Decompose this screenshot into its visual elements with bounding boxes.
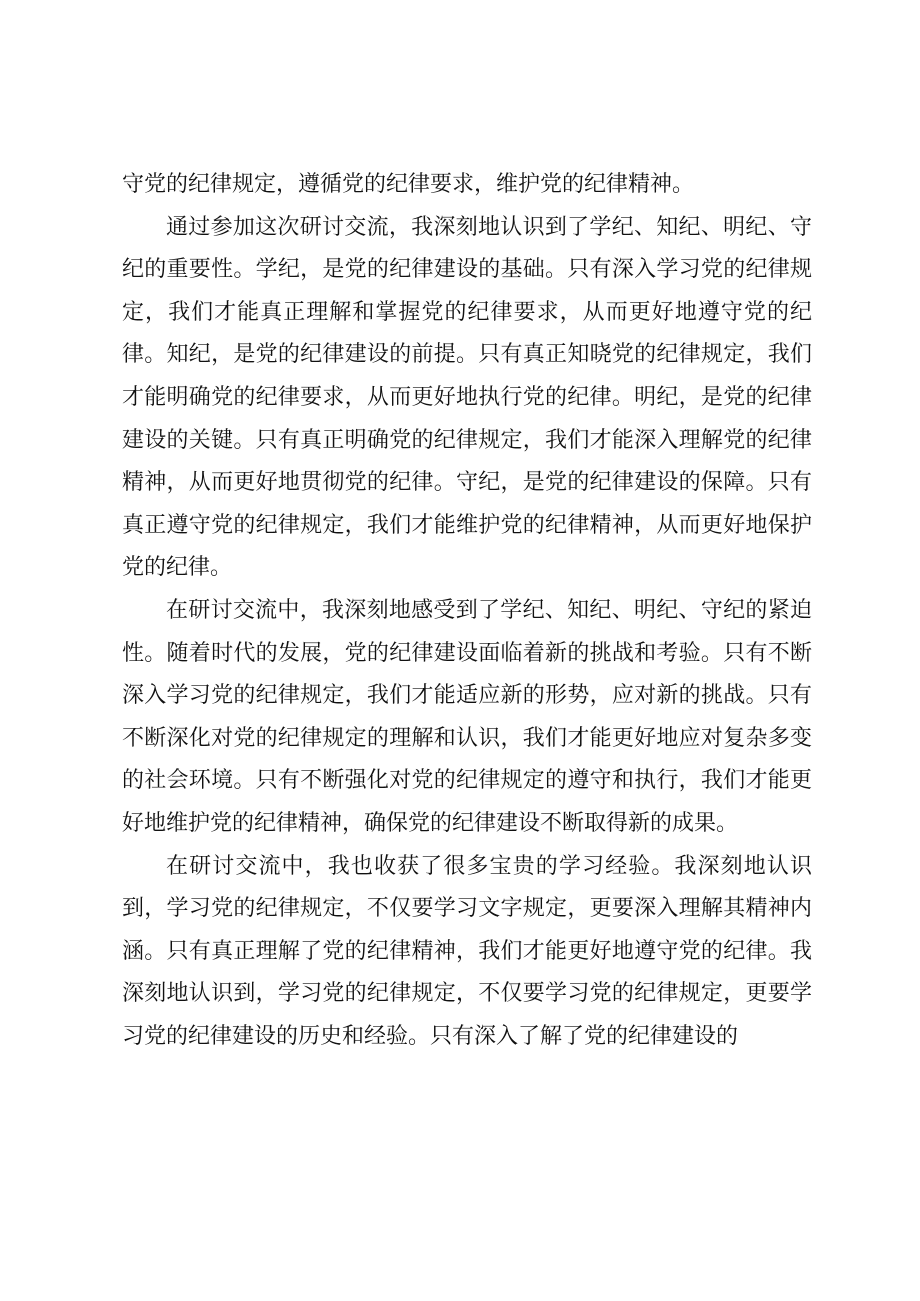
paragraph-4: 在研讨交流中，我也收获了很多宝贵的学习经验。我深刻地认识到，学习党的纪律规定，不仅要学习文字规定，更要深入理解其精神内涵。只有真正理解了党的纪律精神，我们才能更好地遵守党的纪律。我深刻地认识到，学习党的纪律规定，不仅要学习党的纪律规定，更要学习党的纪律建设的历史和经验。只有深入了解了党的纪律建设的	[122, 853, 812, 1049]
paragraph-1: 守党的纪律规定，遵循党的纪律要求，维护党的纪律精神。	[122, 172, 695, 197]
document-body	[122, 164, 812, 1058]
paragraph-3: 在研讨交流中，我深刻地感受到了学纪、知纪、明纪、守纪的紧迫性。随着时代的发展，党的纪律建设面临着新的挑战和考验。只有不断深入学习党的纪律规定，我们才能适应新的形势，应对新的挑战。只有不断深化对党的纪律规定的理解和认识，我们才能更好地应对复杂多变的社会环境。只有不断强化对党的纪律规定的遵守和执行，我们才能更好地维护党的纪律精神，确保党的纪律建设不断取得新的成果。	[122, 597, 812, 836]
paragraph-2: 通过参加这次研讨交流，我深刻地认识到了学纪、知纪、明纪、守纪的重要性。学纪，是党的纪律建设的基础。只有深入学习党的纪律规定，我们才能真正理解和掌握党的纪律要求，从而更好地遵守党的纪律。知纪，是党的纪律建设的前提。只有真正知晓党的纪律规定，我们才能明确党的纪律要求，从而更好地执行党的纪律。明纪，是党的纪律建设的关键。只有真正明确党的纪律规定，我们才能深入理解党的纪律精神，从而更好地贯彻党的纪律。守纪，是党的纪律建设的保障。只有真正遵守党的纪律规定，我们才能维护党的纪律精神，从而更好地保护党的纪律。	[122, 214, 812, 581]
